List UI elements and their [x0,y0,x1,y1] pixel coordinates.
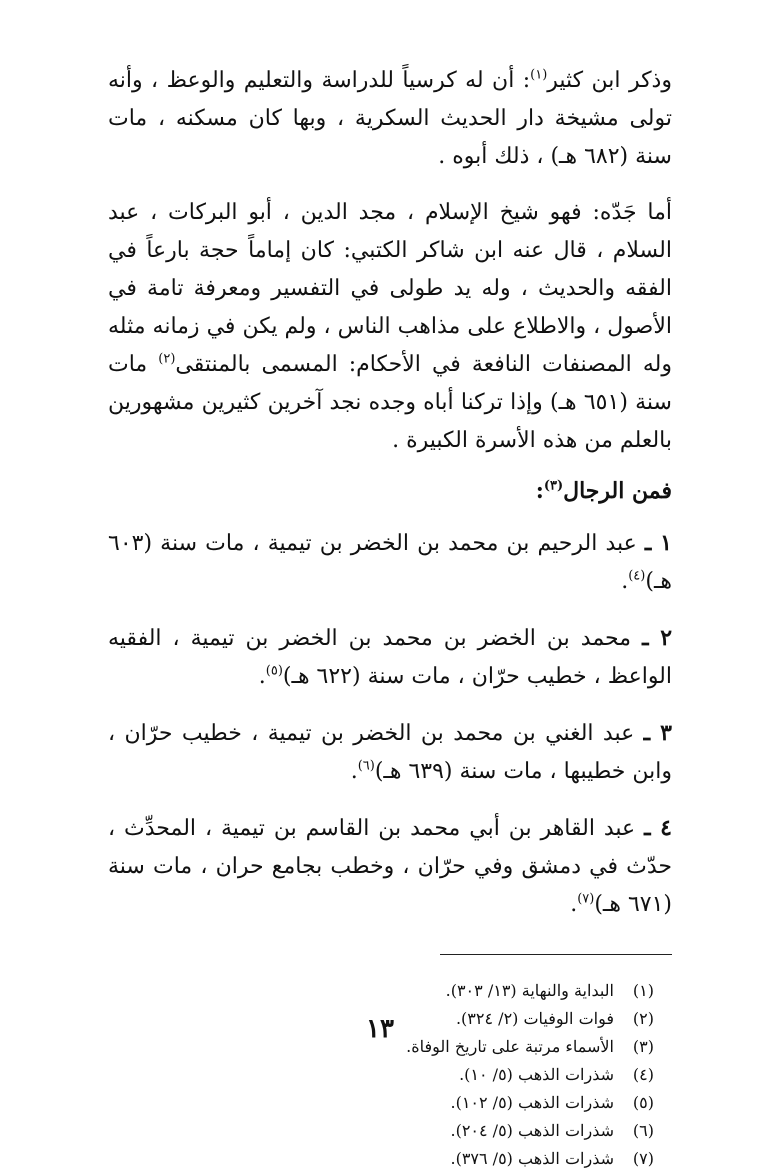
item-number: ١ ـ [644,530,672,556]
item-text: عبد الرحيم بن محمد بن الخضر بن تيمية ، مات سنة (٦٠٣ هـ) [108,531,672,594]
footnote-ref[interactable]: (٧) [577,891,595,907]
item-end: . [258,664,266,689]
section-heading [108,472,672,510]
footnote-number: (٧) [632,1149,654,1168]
footnote-ref[interactable]: (٥) [265,663,283,679]
list-item [108,714,672,791]
heading-text: فمن الرجال [563,478,672,504]
item-end: . [621,569,629,594]
footnote-number: (٢) [632,1009,654,1028]
footnote-number: (٦) [632,1121,654,1140]
item-number: ٣ ـ [643,720,672,746]
list-item [108,619,672,696]
footnote [108,977,654,1005]
footnote-text: شذرات الذهب (٥/ ١٠). [459,1065,614,1084]
footnote-text: شذرات الذهب (٥/ ٢٠٤). [450,1121,614,1140]
footnote-divider [440,954,672,955]
item-number: ٢ ـ [642,625,673,651]
footnote [108,1145,654,1173]
list-item [108,809,672,924]
footnote [108,1061,654,1089]
list-item [108,524,672,601]
item-text: عبد الغني بن محمد بن الخضر بن تيمية ، خطيب حرّان ، وابن خطيبها ، مات سنة (٦٣٩ هـ) [108,721,672,784]
footnote-text: شذرات الذهب (٥/ ٣٧٦). [450,1149,614,1168]
footnote-ref[interactable]: (٦) [357,758,375,774]
item-end: . [350,759,358,784]
item-end: . [570,892,578,917]
item-number: ٤ ـ [644,815,672,841]
footnote-text: البداية والنهاية (١٣/ ٣٠٣). [445,981,614,1000]
footnote-ref[interactable]: (٣) [543,478,564,494]
paragraph-text: مات سنة (٦٥١ هـ) وإذا تركنا أباه وجده نجد آخرين كثيرين مشهورين بالعلم من هذه الأسرة الكبيرة . [108,352,672,453]
footnote [108,1117,654,1145]
item-text: محمد بن الخضر بن محمد بن الخضر بن تيمية ، الفقيه الواعظ ، خطيب حرّان ، مات سنة (٦٢٢ هـ) [108,626,672,689]
footnotes-list [108,977,672,1173]
paragraph-grandfather [108,194,672,460]
footnote-text: شذرات الذهب (٥/ ١٠٢). [450,1093,614,1112]
item-text: عبد القاهر بن أبي محمد بن القاسم بن تيمية ، المحدِّث ، حدّث في دمشق وفي حرّان ، وخطب بجامع حران ، مات سنة (٦٧١ هـ) [108,816,672,917]
footnote-number: (٣) [632,1037,654,1056]
footnote-number: (١) [632,981,654,1000]
footnote-ref[interactable]: (١) [530,67,548,83]
footnote-number: (٤) [632,1065,654,1084]
paragraph-father [108,62,672,176]
footnote-number: (٥) [632,1093,654,1112]
heading-suffix: : [535,478,544,504]
footnote-ref[interactable]: (٤) [628,568,646,584]
footnote-text: فوات الوفيات (٢/ ٣٢٤). [455,1009,614,1028]
paragraph-text: : أن له كرسياً للدراسة والتعليم والوعظ ، وأنه تولى مشيخة دار الحديث السكرية ، وبها كان مسكنه ، مات سنة (٦٨٢ هـ) ، ذلك أبوه . [108,68,672,169]
page-number: ١٣ [366,1014,394,1044]
footnote [108,1089,654,1117]
footnote-text: الأسماء مرتبة على تاريخ الوفاة. [406,1037,614,1056]
paragraph-text: أما جَدّه: فهو شيخ الإسلام ، مجد الدين ، أبو البركات ، عبد السلام ، قال عنه ابن شاكر الكتبي: كان إماماً حجة بارعاً في الفقه والحديث ، وله يد طولى في التفسير ومعرفة تامة في الأصول ، والاطلاع على مذاهب الناس ، ولم يكن في زمانه مثله وله المصنفات النافعة في الأحكام: المسمى بالمنتقى [108,200,672,377]
footnote-ref[interactable]: (٢) [158,351,176,367]
paragraph-text: وذكر ابن كثير [547,68,672,93]
